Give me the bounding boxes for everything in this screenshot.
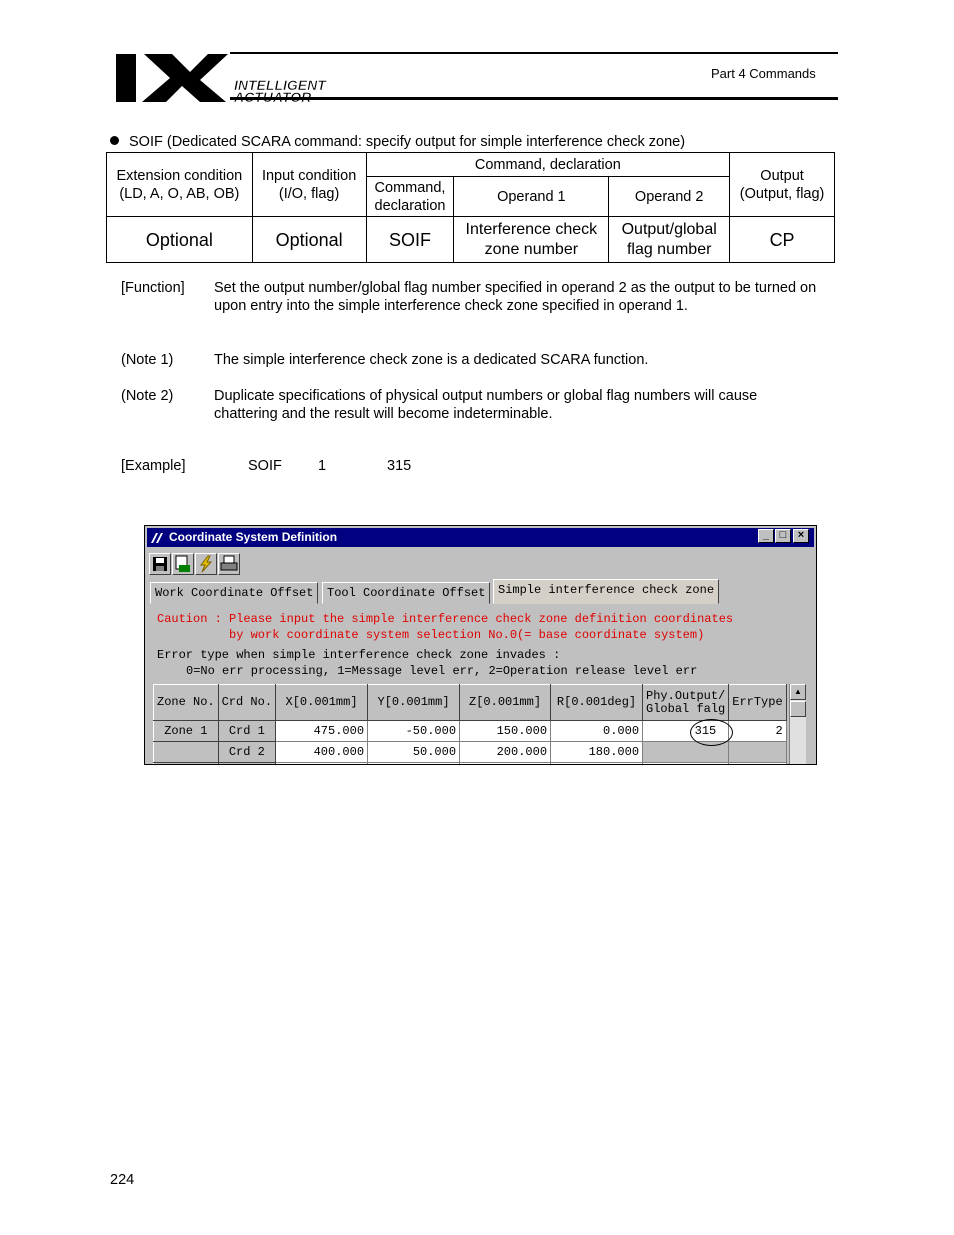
- note2-text: Duplicate specifications of physical output numbers or global flag numbers will cause chattering and the result will become indeterminable.: [214, 388, 758, 422]
- table-row: [154, 763, 787, 766]
- command-heading-text: SOIF (Dedicated SCARA command: specify output for simple interference check zone): [129, 134, 686, 150]
- vertical-scrollbar[interactable]: [789, 684, 806, 765]
- errtype-cell[interactable]: [729, 763, 786, 766]
- tab-work-coordinate-offset[interactable]: Work Coordinate Offset: [150, 582, 318, 604]
- col-zone-no[interactable]: Zone No.: [154, 685, 219, 721]
- caution-line-1: Caution : Please input the simple interference check zone definition coordinates: [157, 612, 734, 626]
- example-operand1: 1: [318, 458, 327, 474]
- x-cell[interactable]: [276, 763, 368, 766]
- col-y[interactable]: Y[0.001mm]: [368, 685, 460, 721]
- col-z[interactable]: Z[0.001mm]: [460, 685, 551, 721]
- coordinate-system-window: [144, 525, 817, 765]
- bullet-icon: [110, 136, 119, 145]
- transfer-button[interactable]: [195, 553, 217, 575]
- caution-line-2: by work coordinate system selection No.0(= base coordinate system): [229, 628, 705, 642]
- header-extension: Extension condition (LD, A, O, AB, OB): [107, 153, 253, 217]
- part-label: Part 4 Commands: [711, 66, 816, 81]
- header-command-group: Command, declaration: [366, 153, 730, 177]
- value-input: Optional: [252, 217, 366, 263]
- save-icon: [150, 554, 170, 574]
- y-cell[interactable]: [368, 763, 460, 766]
- app-icon: [150, 531, 166, 544]
- highlight-circle: [690, 719, 733, 746]
- output-cell[interactable]: 315: [643, 721, 729, 742]
- zone-label: [154, 763, 219, 766]
- example-command: SOIF: [248, 458, 282, 474]
- col-errtype[interactable]: ErrType: [729, 685, 786, 721]
- function-text: Set the output number/global flag number specified in operand 2 as the output to be turned on upon entry into the simple interference check zone specified in operand 1.: [214, 280, 817, 314]
- value-operand1: Interference check zone number: [454, 217, 609, 263]
- crd-label: Crd 1: [218, 721, 275, 742]
- window-title: Coordinate System Definition: [169, 530, 338, 544]
- tab-simple-interference-check-zone[interactable]: Simple interference check zone: [493, 579, 719, 604]
- printer-icon: [219, 554, 239, 574]
- header-operand2: Operand 2: [609, 177, 730, 217]
- col-phy-output-line1: Phy.Output/: [646, 688, 726, 703]
- x-cell[interactable]: 475.000: [276, 721, 368, 742]
- col-r[interactable]: R[0.001deg]: [551, 685, 643, 721]
- zone-label: Zone 1: [154, 721, 219, 742]
- select-button[interactable]: [172, 553, 194, 575]
- r-cell[interactable]: 0.000: [551, 721, 643, 742]
- save-button[interactable]: [149, 553, 171, 575]
- z-cell[interactable]: 200.000: [460, 742, 551, 763]
- r-cell[interactable]: [551, 763, 643, 766]
- value-command: SOIF: [366, 217, 454, 263]
- command-spec-table: [106, 152, 835, 263]
- output-cell[interactable]: [643, 763, 729, 766]
- note1-label: (Note 1): [121, 352, 174, 368]
- zone-label: [154, 742, 219, 763]
- crd-label: [218, 763, 275, 766]
- header-rule-top: [230, 52, 838, 54]
- interference-zone-grid: [153, 684, 787, 765]
- crd-label: Crd 2: [218, 742, 275, 763]
- example-operand2: 315: [387, 458, 412, 474]
- brand-name-1: INTELLIGENT: [234, 77, 326, 93]
- y-cell[interactable]: 50.000: [368, 742, 460, 763]
- header-operand1: Operand 1: [454, 177, 609, 217]
- note1-text: The simple interference check zone is a dedicated SCARA function.: [214, 352, 649, 368]
- value-operand2: Output/global flag number: [609, 217, 730, 263]
- table-row: [154, 742, 787, 763]
- example-label: [Example]: [121, 458, 186, 474]
- page-number: 224: [110, 1172, 135, 1188]
- r-cell[interactable]: 180.000: [551, 742, 643, 763]
- col-crd-no[interactable]: Crd No.: [218, 685, 275, 721]
- value-output: CP: [730, 217, 835, 263]
- x-cell[interactable]: 400.000: [276, 742, 368, 763]
- print-button[interactable]: [218, 553, 240, 575]
- value-extension: Optional: [107, 217, 253, 263]
- error-info-line-1: Error type when simple interference check zone invades :: [157, 648, 561, 662]
- header-input: Input condition (I/O, flag): [252, 153, 366, 217]
- function-label: [Function]: [121, 280, 185, 296]
- lightning-icon: [196, 554, 216, 574]
- close-button[interactable]: ×: [793, 529, 809, 543]
- y-cell[interactable]: -50.000: [368, 721, 460, 742]
- note2-label: (Note 2): [121, 388, 174, 404]
- errtype-cell[interactable]: 2: [729, 721, 786, 742]
- col-x[interactable]: X[0.001mm]: [276, 685, 368, 721]
- header-output: Output (Output, flag): [730, 153, 835, 217]
- header-rule-bottom: [230, 97, 838, 100]
- window-titlebar[interactable]: [147, 528, 814, 547]
- tab-tool-coordinate-offset[interactable]: Tool Coordinate Offset: [322, 582, 490, 604]
- minimize-button[interactable]: _: [758, 529, 774, 543]
- scroll-thumb[interactable]: [790, 701, 806, 717]
- maximize-button[interactable]: □: [775, 529, 791, 543]
- error-info-line-2: 0=No err processing, 1=Message level err, 2=Operation release level err: [186, 664, 698, 678]
- command-heading: [110, 134, 685, 150]
- col-phy-output[interactable]: [643, 685, 729, 721]
- select-icon: [173, 554, 193, 574]
- scroll-up-arrow-icon[interactable]: ▲: [790, 684, 806, 700]
- errtype-cell: [729, 742, 786, 763]
- z-cell[interactable]: 150.000: [460, 721, 551, 742]
- header-command: Command, declaration: [366, 177, 454, 217]
- z-cell[interactable]: [460, 763, 551, 766]
- col-phy-output-line2: Global falg: [646, 701, 726, 716]
